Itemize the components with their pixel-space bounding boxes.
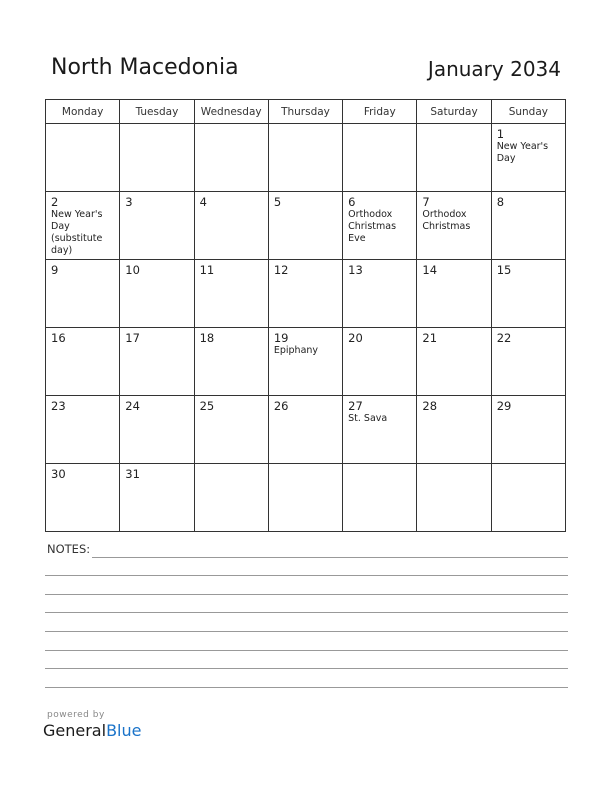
day-cell[interactable] <box>46 396 120 464</box>
week-row <box>46 464 566 532</box>
day-cell[interactable] <box>417 396 491 464</box>
day-number: 12 <box>273 263 289 277</box>
day-number: 31 <box>125 467 140 481</box>
month-year-title: January 2034 <box>427 57 561 81</box>
note-line <box>45 612 568 613</box>
note-line <box>45 668 568 669</box>
day-number: 7 <box>422 195 430 209</box>
day-number: 30 <box>51 467 66 481</box>
day-cell[interactable] <box>491 328 565 396</box>
day-cell[interactable] <box>268 464 342 532</box>
day-number: 15 <box>496 263 512 277</box>
day-number: 6 <box>348 195 356 209</box>
day-number: 10 <box>125 263 140 277</box>
notes-label: NOTES: <box>47 542 91 556</box>
day-number: 17 <box>125 331 140 345</box>
weekday-header: Wednesday <box>194 100 268 124</box>
day-cell[interactable] <box>194 124 268 192</box>
day-cell[interactable] <box>491 464 565 532</box>
note-line <box>45 575 568 576</box>
weekday-header: Tuesday <box>120 100 194 124</box>
day-cell[interactable] <box>343 396 417 464</box>
day-cell[interactable] <box>120 328 194 396</box>
day-cell[interactable] <box>194 260 268 328</box>
day-cell[interactable] <box>268 124 342 192</box>
day-cell[interactable] <box>120 396 194 464</box>
day-cell[interactable] <box>343 260 417 328</box>
day-number: 2 <box>51 195 59 209</box>
day-cell[interactable] <box>194 328 268 396</box>
week-row <box>46 192 566 260</box>
week-row <box>46 396 566 464</box>
day-cell[interactable] <box>268 192 342 260</box>
day-number: 23 <box>51 399 66 413</box>
day-cell[interactable] <box>417 124 491 192</box>
day-cell[interactable] <box>268 328 342 396</box>
day-cell[interactable] <box>343 328 417 396</box>
weekday-header: Saturday <box>417 100 491 124</box>
holiday-label: Epiphany <box>273 345 319 356</box>
day-cell[interactable] <box>343 464 417 532</box>
country-title: North Macedonia <box>51 55 239 80</box>
day-cell[interactable] <box>491 260 565 328</box>
holiday-label: Orthodox Christmas Eve <box>348 209 397 244</box>
day-number: 13 <box>348 263 363 277</box>
day-number: 14 <box>422 263 438 277</box>
day-number: 20 <box>348 331 363 345</box>
day-cell[interactable] <box>491 396 565 464</box>
day-number: 26 <box>273 399 289 413</box>
day-cell[interactable] <box>343 124 417 192</box>
day-cell[interactable] <box>46 260 120 328</box>
note-line <box>45 687 568 688</box>
day-number: 25 <box>199 399 215 413</box>
weekday-header: Friday <box>343 100 417 124</box>
day-number: 21 <box>422 331 438 345</box>
powered-by-text: powered by <box>47 710 105 720</box>
day-number: 3 <box>125 195 133 209</box>
brand-blue: Blue <box>106 721 142 740</box>
day-number: 4 <box>199 195 207 209</box>
week-row <box>46 124 566 192</box>
day-cell[interactable] <box>194 464 268 532</box>
weekday-header: Thursday <box>268 100 342 124</box>
day-number: 18 <box>199 331 215 345</box>
day-number: 24 <box>125 399 140 413</box>
day-cell[interactable] <box>417 192 491 260</box>
day-cell[interactable] <box>417 464 491 532</box>
day-cell[interactable] <box>268 396 342 464</box>
week-row <box>46 328 566 396</box>
day-number: 22 <box>496 331 512 345</box>
day-cell[interactable] <box>120 260 194 328</box>
day-cell[interactable] <box>194 396 268 464</box>
note-line <box>45 631 568 632</box>
day-number: 8 <box>496 195 505 209</box>
day-cell[interactable] <box>268 260 342 328</box>
weekday-header-row <box>46 100 566 124</box>
day-cell[interactable] <box>46 464 120 532</box>
day-cell[interactable] <box>120 464 194 532</box>
day-cell[interactable] <box>46 124 120 192</box>
day-cell[interactable] <box>120 192 194 260</box>
calendar-grid <box>45 99 566 532</box>
day-number: 1 <box>496 127 505 141</box>
holiday-label: New Year's Day <box>496 141 549 164</box>
day-number: 27 <box>348 399 363 413</box>
day-cell[interactable] <box>343 192 417 260</box>
weekday-header: Sunday <box>491 100 565 124</box>
day-number: 19 <box>273 331 289 345</box>
note-line <box>92 557 568 558</box>
day-cell[interactable] <box>417 328 491 396</box>
note-line <box>45 650 568 651</box>
day-cell[interactable] <box>491 124 565 192</box>
day-cell[interactable] <box>46 192 120 260</box>
day-number: 28 <box>422 399 438 413</box>
holiday-label: St. Sava <box>348 413 388 424</box>
holiday-label: Orthodox Christmas <box>422 209 471 232</box>
week-row <box>46 260 566 328</box>
generalblue-logo[interactable] <box>43 721 141 740</box>
day-cell[interactable] <box>194 192 268 260</box>
day-cell[interactable] <box>417 260 491 328</box>
note-line <box>45 594 568 595</box>
day-number: 9 <box>51 263 59 277</box>
brand-general: General <box>43 721 107 740</box>
day-cell[interactable] <box>46 328 120 396</box>
day-number: 5 <box>273 195 282 209</box>
day-number: 11 <box>199 263 215 277</box>
weekday-header: Monday <box>46 100 120 124</box>
day-number: 29 <box>496 399 512 413</box>
day-cell[interactable] <box>120 124 194 192</box>
holiday-label: New Year's Day (substitute day) <box>51 209 103 256</box>
day-cell[interactable] <box>491 192 565 260</box>
day-number: 16 <box>51 331 66 345</box>
